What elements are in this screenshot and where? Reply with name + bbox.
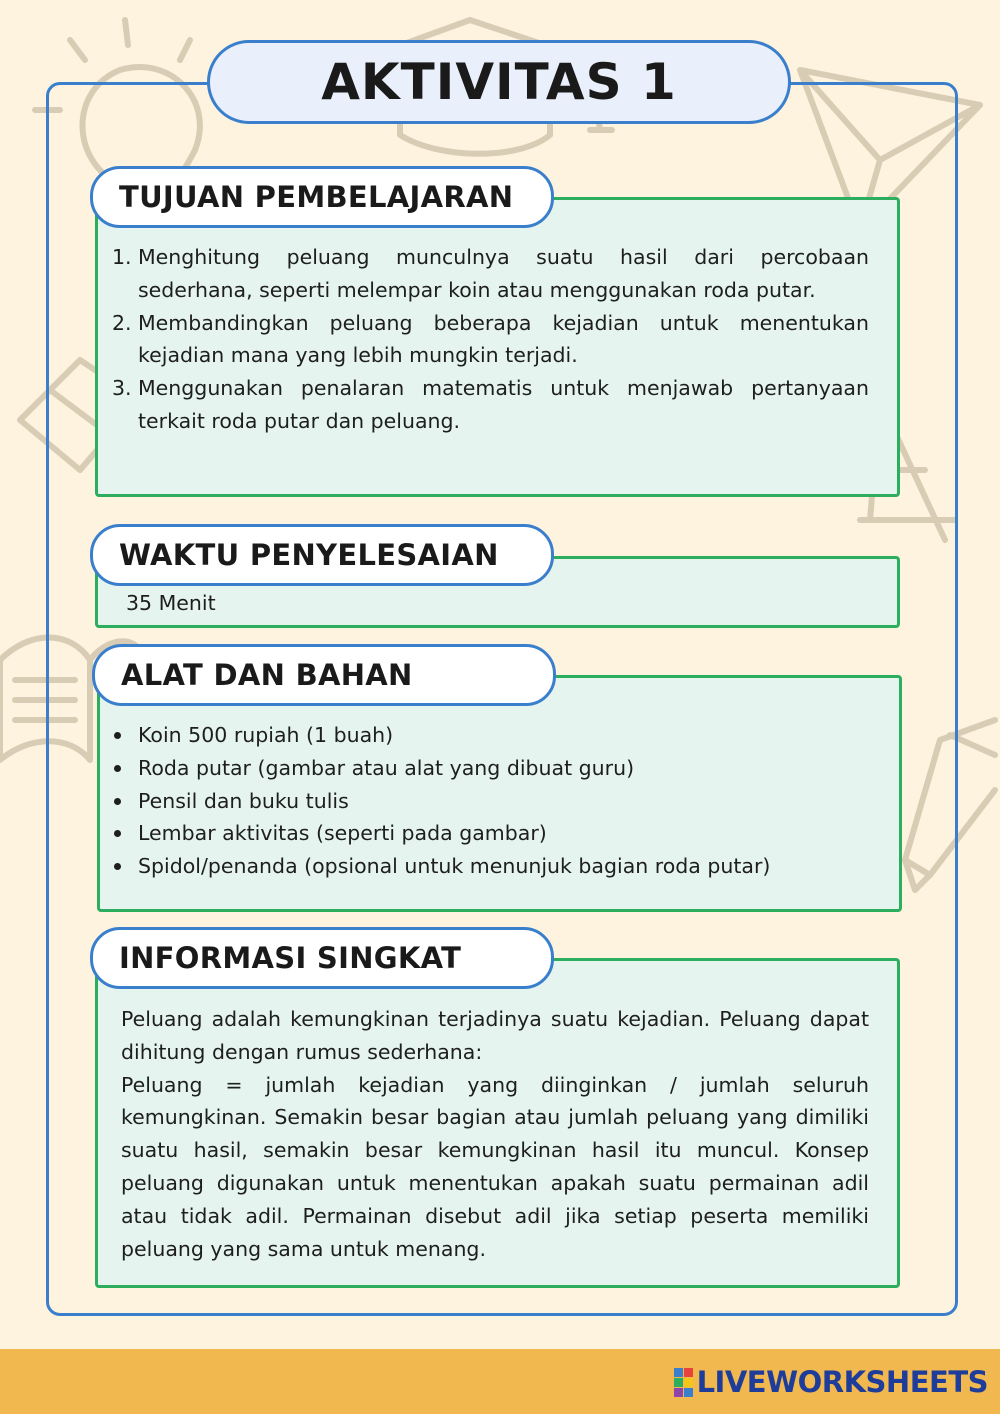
list-item: Koin 500 rupiah (1 buah) — [110, 719, 870, 752]
waktu-label: WAKTU PENYELESAIAN — [119, 538, 499, 572]
info-text — [121, 1003, 869, 1265]
list-item: 2. Membandingkan peluang beberapa kejadian untuk menentukan kejadian mana yang lebih mungkin terjadi. — [112, 310, 869, 368]
footer-bar — [0, 1349, 1000, 1414]
tujuan-label: TUJUAN PEMBELAJARAN — [119, 180, 514, 214]
alat-list — [110, 719, 870, 883]
brand-name: LIVEWORKSHEETS — [696, 1365, 988, 1399]
list-item: Pensil dan buku tulis — [110, 785, 870, 818]
info-paragraph-2: Peluang = jumlah kejadian yang diinginkan / jumlah seluruh kemungkinan. Semakin besar bagian atau jumlah peluang yang dimiliki suatu hasil, semakin besar kemungkinan hasil itu muncul. Konsep peluang digunakan untuk menentukan apakah suatu permainan adil atau tidak adil. Permainan disebut adil jika setiap peserta memiliki peluang yang sama untuk menang. — [121, 1072, 869, 1261]
info-paragraph-1: Peluang adalah kemungkinan terjadinya suatu kejadian. Peluang dapat dihitung dengan rumus sederhana: — [121, 1007, 869, 1064]
alat-label: ALAT DAN BAHAN — [121, 658, 413, 692]
info-label-pill — [90, 927, 554, 989]
liveworksheets-logo[interactable] — [674, 1365, 988, 1399]
waktu-label-pill — [90, 524, 554, 586]
page-title: AKTIVITAS 1 — [321, 53, 677, 111]
page-title-pill — [207, 40, 791, 124]
list-item: Spidol/penanda (opsional untuk menunjuk bagian roda putar) — [110, 850, 870, 883]
list-item: Roda putar (gambar atau alat yang dibuat guru) — [110, 752, 870, 785]
logo-blocks-icon — [674, 1368, 693, 1397]
list-item: Lembar aktivitas (seperti pada gambar) — [110, 817, 870, 850]
list-item: 3. Menggunakan penalaran matematis untuk menjawab pertanyaan terkait roda putar dan peluang. — [112, 376, 869, 433]
waktu-value: 35 Menit — [126, 591, 216, 615]
list-item: 1. Menghitung peluang munculnya suatu hasil dari percobaan sederhana, seperti melempar koin atau menggunakan roda putar. — [112, 245, 869, 302]
info-label: INFORMASI SINGKAT — [119, 941, 462, 975]
tujuan-label-pill — [90, 166, 554, 228]
alat-label-pill — [92, 644, 556, 706]
tujuan-list — [112, 241, 869, 438]
